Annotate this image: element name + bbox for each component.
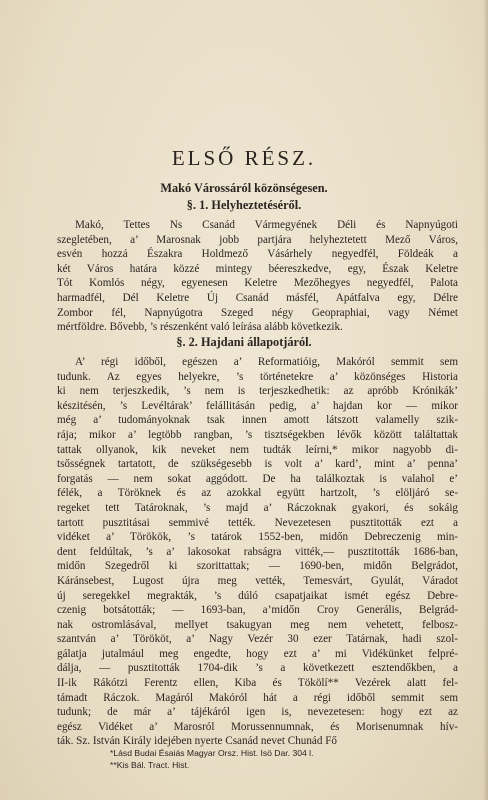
text-line: esvén hozzá Északra Holdmező Vásárhely negyedfél, Földeák a xyxy=(57,248,458,261)
footnote-2: **Kis Bál. Tract. Hist. xyxy=(110,760,190,770)
text-line: szegletében, a’ Marosnak jobb partjára helyheztetett Mező Város, xyxy=(57,233,458,246)
text-line: vidéket a’ Törökök, ’s tatárok 1552-ben, midőn Debreczenig min- xyxy=(57,531,458,544)
text-line: dent feldúltak, ’s a’ lakosokat rabságra vitték,— pusztitották 1686-ban, xyxy=(57,545,458,558)
section-2-paragraph xyxy=(57,355,458,749)
text-line: Makó, Tettes Ns Csanád Vármegyének Déli és Napnyúgoti xyxy=(75,219,458,231)
part-title: ELSŐ RÉSZ. xyxy=(171,146,317,170)
text-line: A’ régi időből, egészen a’ Reformatióig, Makóról semmit sem xyxy=(75,356,458,368)
text-line: még a’ tudományoknak tsak innen amott látszott valamelly szik- xyxy=(57,414,458,427)
text-line: tudunk; de már a’ tájékáról igen is, nevezetesen: hogy ezt az xyxy=(57,706,458,719)
text-line: ki nem terjeszkedik, ’s nem is terjeszkedhetik: az apróbb Krónikák’ xyxy=(57,385,458,398)
text-line: forgatás — nem sokat aggódott. De ha találkoztak is valahol e’ xyxy=(57,472,458,485)
text-line: támadt Ráczok. Magáról Makóról hát a régi időből semmit sem xyxy=(57,691,458,704)
text-line: készitésén, ’s Levéltárak’ felállitásán pedig, a’ hajdan kor — mikor xyxy=(57,399,458,412)
text-line: szantván a’ Törököt, a’ Nagy Vezér 30 ezer Tatárnak, hadi szol- xyxy=(57,633,458,646)
text-line: czenig botsátották; — 1693-ban, a’midőn Croy Generális, Belgrád- xyxy=(57,604,458,617)
text-line: tudunk. Az egyes helyekre, ’s történetekre a’ közönséges Historia xyxy=(57,370,458,383)
text-line: Tót Komlós négy, egyenesen Keletre Mezőhegyes negyedfél, Palota xyxy=(57,277,458,290)
text-line: dálja, — pusztitották 1704-dik ’s a következett esztendőkben, a xyxy=(57,662,458,675)
text-line: új seregekkel megrakták, ’s dúló csapatjaikat ismét egész Debre- xyxy=(57,589,458,602)
text-line: két Város határa közzé mintegy béereszkedve, egy, Észak Keletre xyxy=(57,262,458,275)
page-edge-shadow xyxy=(483,0,488,800)
text-line: midőn Szegedről ki szorittattak; — 1690-ben, midőn Belgrádot, xyxy=(57,560,458,573)
text-line: tsősségnek tartatott, de szükségesebb is volt a’ kard’, mint a’ penna’ xyxy=(57,458,458,471)
section-1-paragraph xyxy=(57,218,458,335)
section-2-title: §. 2. Hajdani állapotjáról. xyxy=(176,335,312,349)
text-line: Káránsebest, Lugost újra meg vették, Temesvárt, Gyulát, Váradot xyxy=(57,574,458,587)
text-line: tartott pusztitásai semmivé tették. Nevezetesen pusztitották ezt a xyxy=(57,516,458,529)
text-line: Zombor fél, Napnyúgotra Szeged négy Geopraphiai, vagy Német xyxy=(57,306,458,319)
text-line: harmadfél, Dél Keletre Új Csanád másfél, Apátfalva egy, Délre xyxy=(57,291,458,304)
text-line: ták. Sz. István Király idejében nyerte Csanád nevet Chunád Fő xyxy=(57,735,337,748)
footnote-1: *Lásd Budai Ésaiás Magyar Orsz. Hist. Isö Dar. 304 l. xyxy=(110,748,314,758)
text-line: egész Vidéket a’ Marosról Morussennumnak, és Morisenumnak hív- xyxy=(57,720,458,733)
text-line: II-ik Rákótzi Ferentz ellen, Kiba és Tökölí** Vezérek alatt fel- xyxy=(57,677,458,690)
text-line: félék, a Töröknek és az azokkal együtt hartzolt, ’s elöljáró se- xyxy=(57,487,458,500)
text-line: nak ostromlásával, mellyet tsakugyan meg nem vehetett, felbosz- xyxy=(57,618,458,631)
text-line: gálatja jutalmául meg engedte, hogy ezt a’ mi Vidékünket felpré- xyxy=(57,647,458,660)
text-line: rája; mikor a’ legtöbb rangban, ’s tisztségekben lévők között találtattak xyxy=(57,428,458,441)
text-line: mértföldre. Bővebb, ’s részenként való leírása alább következik. xyxy=(57,321,343,334)
text-line: tattak ollyanok, kik neveket nem tudták leírni,* mikor nagyobb di- xyxy=(57,443,458,456)
main-heading: Makó Várossáról közönségesen. xyxy=(160,181,328,195)
text-line: regeket tett Tatároknak, ’s majd a’ Ráczoknak gyakori, és sokáig xyxy=(57,501,458,514)
section-1-title: §. 1. Helyheztetéséről. xyxy=(186,198,302,212)
